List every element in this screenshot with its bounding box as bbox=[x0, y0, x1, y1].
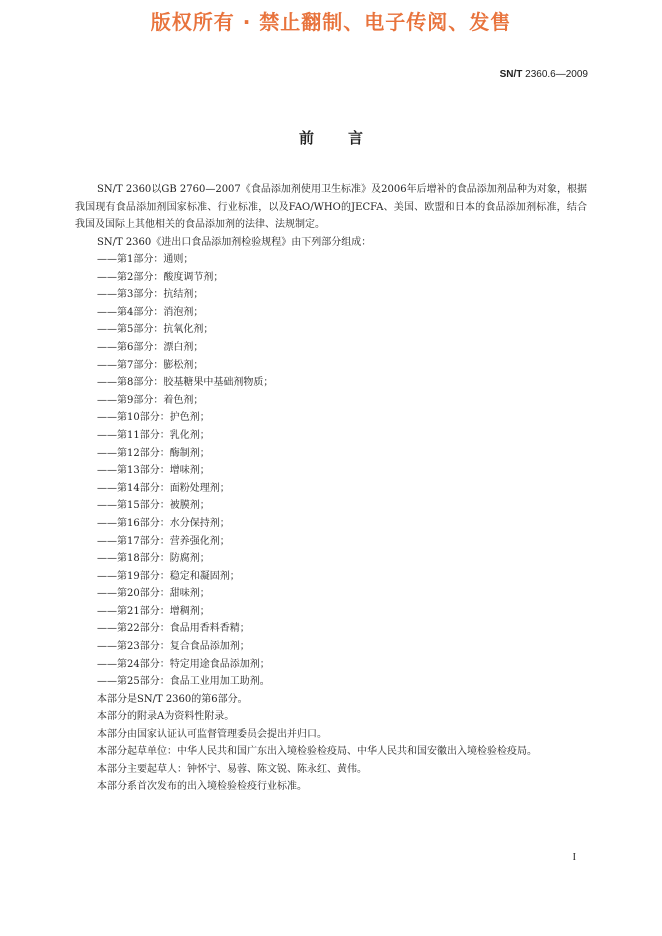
intro-paragraph: SN/T 2360以GB 2760—2007《食品添加剂使用卫生标准》及2006年后增补的食品添加剂品种为对象，根据我国现有食品添加剂国家标准、行业标准，以及FAO/WHO的JECFA、美国、欧盟和日本的食品添加剂标准，结合我国及国际上其他相关的食品添加剂的法律、法规制定。 bbox=[75, 184, 587, 230]
parts-list bbox=[75, 251, 587, 691]
closing-paragraph: 本部分主要起草人：钟怀宁、易蓉、陈文锐、陈永红、黄伟。 bbox=[97, 763, 367, 775]
copyright-watermark: 版权所有 · 禁止翻制、电子传阅、发售 bbox=[150, 10, 512, 34]
page-title: 前言 bbox=[298, 129, 397, 147]
closing-paragraph: 本部分是SN/T 2360的第6部分。 bbox=[97, 693, 248, 705]
closing-statements bbox=[75, 691, 587, 796]
list-item: ——第2部分：酸度调节剂； bbox=[97, 271, 224, 283]
list-item: ——第22部分：食品用香料香精； bbox=[97, 623, 250, 635]
list-item: ——第17部分：营养强化剂； bbox=[97, 535, 230, 547]
list-item: ——第25部分：食品工业用加工助剂。 bbox=[97, 676, 270, 688]
list-item: ——第14部分：面粉处理剂； bbox=[97, 482, 230, 494]
list-item: ——第6部分：漂白剂； bbox=[97, 341, 204, 353]
closing-paragraph: 本部分由国家认证认可监督管理委员会提出并归口。 bbox=[97, 728, 327, 740]
standard-code bbox=[500, 69, 588, 80]
list-item: ——第11部分：乳化剂； bbox=[97, 429, 210, 441]
list-item: ——第1部分：通则； bbox=[97, 254, 194, 265]
list-item: ——第8部分：胶基糖果中基础剂物质； bbox=[97, 377, 274, 389]
list-item: ——第20部分：甜味剂； bbox=[97, 588, 210, 600]
list-item: ——第24部分：特定用途食品添加剂； bbox=[97, 658, 270, 670]
list-item: ——第5部分：抗氧化剂； bbox=[97, 324, 214, 336]
page-number: I bbox=[572, 852, 576, 863]
list-item: ——第13部分：增味剂； bbox=[97, 465, 210, 477]
list-item: ——第18部分：防腐剂； bbox=[97, 553, 210, 565]
standard-code-prefix: SN/T bbox=[499, 69, 523, 80]
list-item: ——第4部分：消泡剂； bbox=[97, 306, 204, 318]
list-item: ——第19部分：稳定和凝固剂； bbox=[97, 570, 240, 582]
list-item: ——第3部分：抗结剂； bbox=[97, 289, 204, 301]
list-item: ——第10部分：护色剂； bbox=[97, 412, 210, 424]
list-item: ——第15部分：被膜剂； bbox=[97, 500, 210, 512]
closing-paragraph: 本部分系首次发布的出入境检验检疫行业标准。 bbox=[97, 781, 307, 793]
closing-paragraph: 本部分的附录A为资料性附录。 bbox=[97, 711, 235, 723]
foreword-body bbox=[75, 181, 587, 796]
list-item: ——第21部分：增稠剂； bbox=[97, 605, 210, 617]
list-item: ——第23部分：复合食品添加剂； bbox=[97, 641, 250, 653]
list-item: ——第7部分：膨松剂； bbox=[97, 359, 204, 371]
intro-parts-lead: SN/T 2360《进出口食品添加剂检验规程》由下列部分组成： bbox=[97, 236, 372, 248]
list-item: ——第9部分：着色剂； bbox=[97, 394, 204, 406]
standard-code-number: 2360.6—2009 bbox=[525, 69, 588, 80]
closing-paragraph: 本部分起草单位：中华人民共和国广东出入境检验检疫局、中华人民共和国安徽出入境检验检疫局。 bbox=[97, 746, 537, 758]
list-item: ——第12部分：酶制剂； bbox=[97, 447, 210, 459]
list-item: ——第16部分：水分保持剂； bbox=[97, 517, 230, 529]
